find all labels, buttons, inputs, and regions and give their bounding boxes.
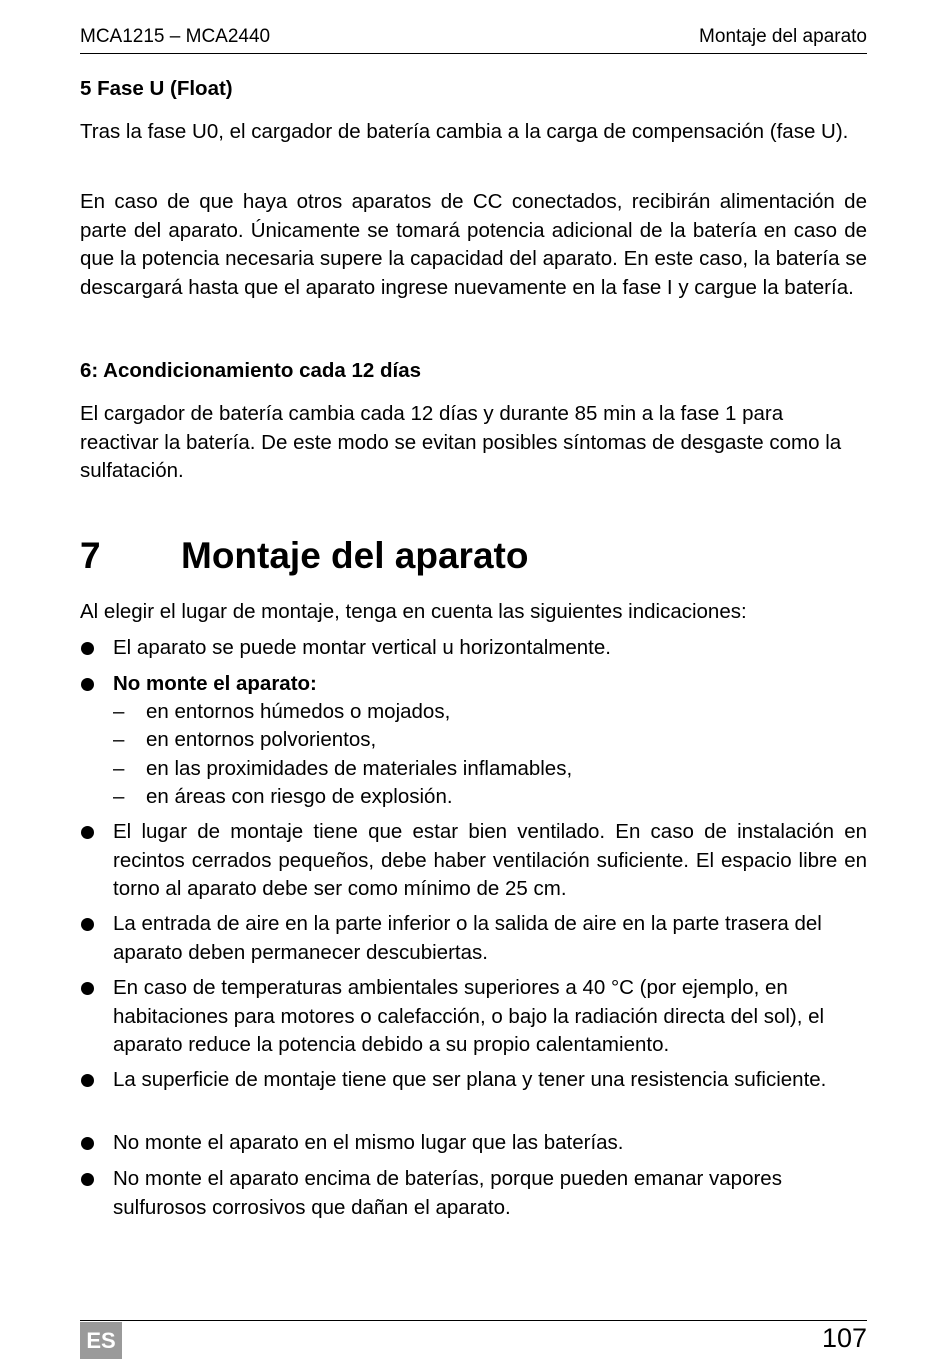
bullet-item-temperature: En caso de temperaturas ambientales superiores a 40 °C (por ejemplo, en habitaciones para motores o calefacción, o bajo la radiación directa del sol), el aparato reduce la potencia debido a su propio calentamiento. (113, 976, 825, 1056)
section-5-heading: 5 Fase U (Float) (80, 77, 233, 100)
footer-divider (80, 1320, 867, 1321)
bullet-item-not-with-batteries: No monte el aparato en el mismo lugar que las baterías. (113, 1131, 624, 1154)
header-divider (80, 53, 867, 54)
bullet-icon (81, 642, 94, 655)
bullet-icon (81, 826, 94, 839)
page-number: 107 (821, 1323, 867, 1353)
running-header-model: MCA1215 – MCA2440 (80, 26, 271, 47)
language-badge: ES (80, 1322, 122, 1359)
bullet-item-do-not-mount: No monte el aparato: (113, 672, 317, 695)
dash-marker: – (113, 785, 125, 808)
bullet-icon (81, 1074, 94, 1087)
dash-marker: – (113, 728, 125, 751)
bullet-item-mounting-surface: La superficie de montaje tiene que ser plana y tener una resistencia suficiente. (113, 1068, 827, 1091)
bullet-item-ventilation: El lugar de montaje tiene que estar bien ventilado. En caso de instalación en recintos cerrados pequeños, debe haber ventilación suficiente. El espacio libre en torno al aparato debe ser como mínimo de 25 cm. (113, 820, 867, 900)
running-header-section: Montaje del aparato (699, 26, 867, 47)
bullet-item-orientation: El aparato se puede montar vertical u horizontalmente. (113, 636, 611, 659)
section-6-paragraph-1: El cargador de batería cambia cada 12 días y durante 85 min a la fase 1 para reactivar la batería. De este modo se evitan posibles síntomas de desgaste como la sulfatación. (80, 402, 842, 482)
bullet-item-not-above-batteries: No monte el aparato encima de baterías, porque pueden emanar vapores sulfurosos corrosivos que dañan el aparato. (113, 1167, 782, 1219)
bullet-icon (81, 982, 94, 995)
dash-marker: – (113, 700, 125, 723)
bullet-icon (81, 918, 94, 931)
chapter-title: Montaje del aparato (181, 535, 529, 576)
bullet-icon (81, 678, 94, 691)
sub-item-dusty: en entornos polvorientos, (146, 728, 377, 751)
bullet-item-air-inlet: La entrada de aire en la parte inferior o la salida de aire en la parte trasera del aparato deben permanecer descubiertas. (113, 912, 822, 964)
bullet-icon (81, 1137, 94, 1150)
dash-marker: – (113, 757, 125, 780)
section-5-paragraph-1: Tras la fase U0, el cargador de batería cambia a la carga de compensación (fase U). (80, 120, 849, 143)
sub-item-flammable: en las proximidades de materiales inflamables, (146, 757, 573, 780)
chapter-number: 7 (80, 535, 101, 576)
section-6-heading: 6: Acondicionamiento cada 12 días (80, 359, 422, 382)
chapter-intro: Al elegir el lugar de montaje, tenga en cuenta las siguientes indicaciones: (80, 600, 747, 623)
bullet-icon (81, 1173, 94, 1186)
sub-item-humid: en entornos húmedos o mojados, (146, 700, 451, 723)
sub-item-explosion: en áreas con riesgo de explosión. (146, 785, 453, 808)
section-5-paragraph-2: En caso de que haya otros aparatos de CC conectados, recibirán alimentación de parte del aparato. Únicamente se tomará potencia adicional de la batería en caso de que la potencia necesaria supere la capacidad del aparato. En este caso, la batería se descargará hasta que el aparato ingrese nuevamente en la fase I y cargue la batería. (80, 190, 867, 299)
